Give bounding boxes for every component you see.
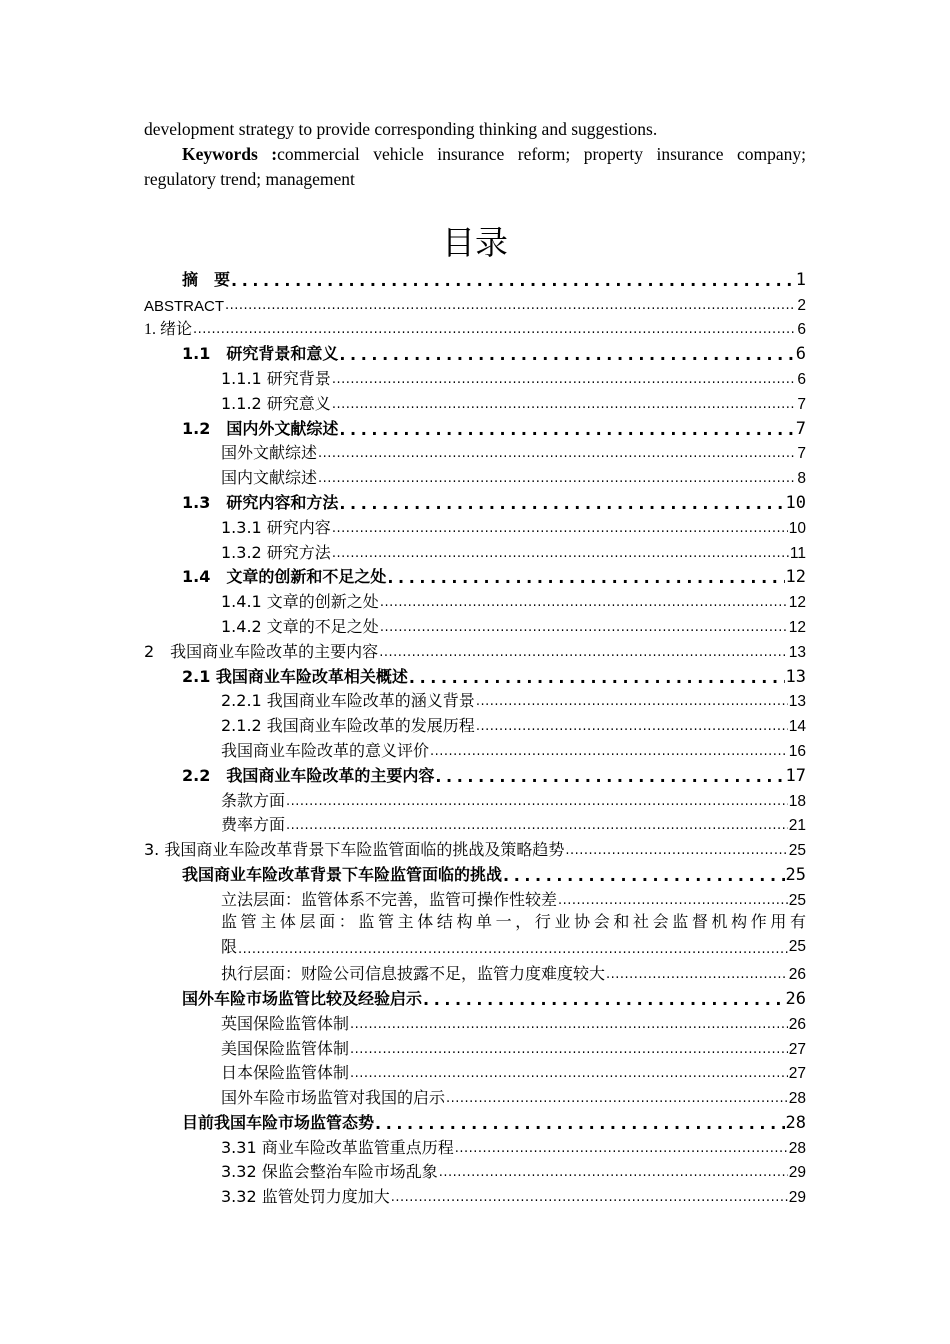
toc-entry-text: 英国保险监管体制: [221, 1013, 350, 1033]
toc-page-number: 28: [788, 1139, 806, 1157]
toc-page-number: 13: [788, 643, 806, 661]
toc-entry-text: 1.3 研究内容和方法: [182, 492, 339, 512]
toc-entry-text: 2 我国商业车险改革的主要内容: [144, 641, 379, 661]
toc-leader: [379, 644, 788, 662]
toc-entry-text: 条款方面: [221, 790, 286, 810]
toc-page-number: 26: [785, 988, 806, 1009]
toc-leader: [565, 842, 787, 860]
toc-leader: [391, 1189, 788, 1207]
toc-page-number: 25: [788, 842, 806, 860]
toc-page-number: 6: [795, 344, 806, 365]
toc-entry-text: 1.1.2 研究意义: [221, 393, 331, 413]
toc-entry[interactable]: [144, 860, 806, 885]
toc-page-number: 27: [788, 1065, 806, 1083]
toc-entry[interactable]: [144, 811, 806, 836]
toc-title: 目录: [442, 223, 508, 262]
toc-entry[interactable]: [144, 1009, 806, 1034]
toc-entry[interactable]: [144, 612, 806, 637]
toc-entry-text: 1.4 文章的创新和不足之处: [182, 567, 387, 587]
toc-entry-text: 1.2 国内外文献综述: [182, 418, 339, 438]
toc-leader: [350, 1065, 788, 1083]
toc-entry[interactable]: [144, 290, 806, 315]
toc-page-number: 29: [788, 1164, 806, 1182]
toc-page-number: 7: [797, 445, 806, 463]
toc-leader: [318, 445, 796, 463]
toc-leader: [238, 941, 788, 959]
toc-entry[interactable]: [144, 761, 806, 786]
toc-entry-text: 1.4.2 文章的不足之处: [221, 616, 379, 636]
toc-leader: [350, 1016, 788, 1034]
toc-entry-text: 我国商业车险改革的意义评价: [221, 740, 430, 760]
toc-entry[interactable]: [144, 364, 806, 389]
toc-entry-text: 费率方面: [221, 815, 286, 835]
toc-entry-text: 国内文献综述: [221, 468, 318, 488]
toc-entry[interactable]: [144, 687, 806, 712]
toc-entry[interactable]: [144, 1083, 806, 1108]
toc-entry-text: 国外文献综述: [221, 443, 318, 463]
toc-page-number: 27: [788, 1040, 806, 1058]
toc-page-number: 1: [795, 269, 806, 290]
toc-page-number: 21: [788, 817, 806, 835]
toc-leader: [332, 520, 788, 538]
toc-page-number: 12: [788, 594, 806, 612]
toc-entry[interactable]: [144, 1108, 806, 1133]
toc-entry[interactable]: [144, 736, 806, 761]
toc-entry[interactable]: [144, 885, 806, 910]
toc-entry-text: 2.2.1 我国商业车险改革的涵义背景: [221, 691, 475, 711]
toc-entry[interactable]: [144, 488, 806, 513]
toc-entry[interactable]: [144, 389, 806, 414]
toc-entry-text-continued: 限: [221, 936, 238, 956]
toc-leader: [503, 867, 785, 885]
toc-leader: [476, 693, 788, 711]
toc-entry[interactable]: [144, 315, 806, 340]
toc-entry-text: 2.1 我国商业车险改革相关概述: [182, 666, 408, 686]
toc-page-number: 7: [795, 418, 806, 439]
toc-entry[interactable]: [144, 1059, 806, 1084]
toc-entry-text: 3. 我国商业车险改革背景下车险监管面临的挑战及策略趋势: [144, 840, 565, 860]
toc-entry-text: 摘 要: [182, 269, 231, 289]
toc-leader: [332, 371, 797, 389]
toc-page-number: 12: [788, 618, 806, 636]
toc-entry[interactable]: [144, 265, 806, 290]
toc-page-number: 8: [797, 470, 806, 488]
toc-leader: [318, 470, 796, 488]
toc-entry-text: 3.32 监管处罚力度加大: [221, 1187, 390, 1207]
keywords-paragraph: [144, 142, 806, 192]
toc-page-number: 13: [785, 666, 806, 687]
toc-entry-text: 1.4.1 文章的创新之处: [221, 592, 379, 612]
toc-entry[interactable]: [144, 662, 806, 687]
toc-entry[interactable]: [144, 984, 806, 1009]
toc-leader: [332, 396, 797, 414]
toc-page-number: 28: [785, 1112, 806, 1133]
toc-leader: [409, 669, 785, 687]
toc-entry[interactable]: [144, 463, 806, 488]
toc-entry[interactable]: [144, 563, 806, 588]
toc-entry-text: 2.2 我国商业车险改革的主要内容: [182, 765, 435, 785]
toc-page-number: 10: [785, 492, 806, 513]
toc-page-number: 25: [785, 864, 806, 885]
toc-entry[interactable]: [144, 414, 806, 439]
abstract-section: [144, 117, 806, 192]
toc-page-number: 26: [788, 1015, 806, 1033]
toc-entry-text: 3.31 商业车险改革监管重点历程: [221, 1137, 454, 1157]
toc-entry[interactable]: [144, 587, 806, 612]
toc-leader: [339, 421, 794, 439]
toc-entry-text: 国外车险市场监管对我国的启示: [221, 1088, 446, 1108]
toc-leader: [332, 545, 789, 563]
toc-leader: [375, 1115, 785, 1133]
toc-entry-text: ABSTRACT: [144, 297, 225, 315]
toc-leader: [606, 966, 788, 984]
toc-leader: [225, 297, 796, 315]
toc-leader: [476, 718, 788, 736]
toc-entry[interactable]: [144, 339, 806, 364]
toc-leader: [286, 793, 788, 811]
toc-page-number: 14: [788, 718, 806, 736]
toc-page-number: 2: [797, 296, 806, 314]
toc-entry-text: 立法层面：监管体系不完善，监管可操作性较差: [221, 889, 558, 909]
toc-entry-text: 1.1 研究背景和意义: [182, 344, 339, 364]
toc-entry[interactable]: [144, 786, 806, 811]
toc-entry-text: 1.3.2 研究方法: [221, 542, 331, 562]
keywords-text: commercial vehicle insurance reform; property insurance company; regulatory trend; management: [144, 144, 806, 189]
toc-page-number: 17: [785, 765, 806, 786]
toc-leader: [193, 321, 796, 339]
toc-entry[interactable]: [144, 637, 806, 662]
toc-entry-text: 执行层面：财险公司信息披露不足，监管力度难度较大: [221, 964, 606, 984]
toc-page-number: 18: [788, 792, 806, 810]
toc-page-number: 25: [788, 937, 806, 955]
toc-leader: [380, 619, 788, 637]
table-of-contents: [144, 265, 806, 1207]
toc-page-number: 6: [797, 321, 806, 339]
toc-leader: [339, 495, 784, 513]
toc-leader: [446, 1090, 788, 1108]
toc-entry-text: 1.3.1 研究内容: [221, 517, 331, 537]
toc-leader: [380, 594, 788, 612]
toc-entry-text: 1.1.1 研究背景: [221, 368, 331, 388]
toc-entry[interactable]: [144, 959, 806, 984]
toc-entry-text: 国外车险市场监管比较及经验启示: [182, 988, 423, 1008]
toc-entry[interactable]: [144, 1133, 806, 1158]
toc-leader: [435, 768, 784, 786]
toc-leader: [430, 743, 788, 761]
toc-leader: [350, 1041, 788, 1059]
toc-entry[interactable]: [144, 439, 806, 464]
toc-page-number: 25: [788, 891, 806, 909]
toc-page-number: 10: [788, 519, 806, 537]
toc-page-number: 28: [788, 1090, 806, 1108]
toc-leader: [558, 892, 788, 910]
toc-page-number: 26: [788, 966, 806, 984]
toc-entry-text: 监管主体层面：监管主体结构单一，行业协会和社会监督机构作用有: [221, 911, 806, 931]
toc-leader: [231, 272, 795, 290]
toc-page-number: 29: [788, 1189, 806, 1207]
abstract-last-line: development strategy to provide corresponding thinking and suggestions.: [144, 119, 658, 139]
toc-leader: [286, 817, 788, 835]
toc-entry-text: 目前我国车险市场监管态势: [182, 1112, 375, 1132]
toc-entry-text: 美国保险监管体制: [221, 1038, 350, 1058]
toc-page-number: 13: [788, 693, 806, 711]
toc-entry[interactable]: [144, 1034, 806, 1059]
toc-entry[interactable]: [144, 711, 806, 736]
toc-page-number: 16: [788, 742, 806, 760]
toc-entry[interactable]: [144, 513, 806, 538]
toc-entry[interactable]: [144, 1182, 806, 1207]
toc-entry[interactable]: [144, 835, 806, 860]
toc-entry-text: 我国商业车险改革背景下车险监管面临的挑战: [182, 864, 503, 884]
toc-entry-text: 2.1.2 我国商业车险改革的发展历程: [221, 716, 475, 736]
toc-entry-text: 3.32 保监会整治车险市场乱象: [221, 1162, 438, 1182]
toc-page-number: 11: [789, 544, 806, 562]
toc-entry[interactable]: [144, 1158, 806, 1183]
toc-entry[interactable]: [144, 910, 806, 960]
keywords-label: Keywords :: [182, 144, 278, 164]
toc-entry[interactable]: [144, 538, 806, 563]
toc-entry-text: 1. 绪论: [144, 321, 193, 339]
toc-page-number: 7: [797, 395, 806, 413]
toc-page-number: 6: [797, 370, 806, 388]
toc-leader: [439, 1164, 788, 1182]
toc-entry-continuation: [221, 935, 806, 960]
toc-leader: [339, 346, 794, 364]
toc-page-number: 12: [785, 567, 806, 588]
toc-entry-text: 日本保险监管体制: [221, 1063, 350, 1083]
toc-leader: [387, 569, 784, 587]
toc-leader: [423, 991, 785, 1009]
toc-leader: [455, 1140, 788, 1158]
